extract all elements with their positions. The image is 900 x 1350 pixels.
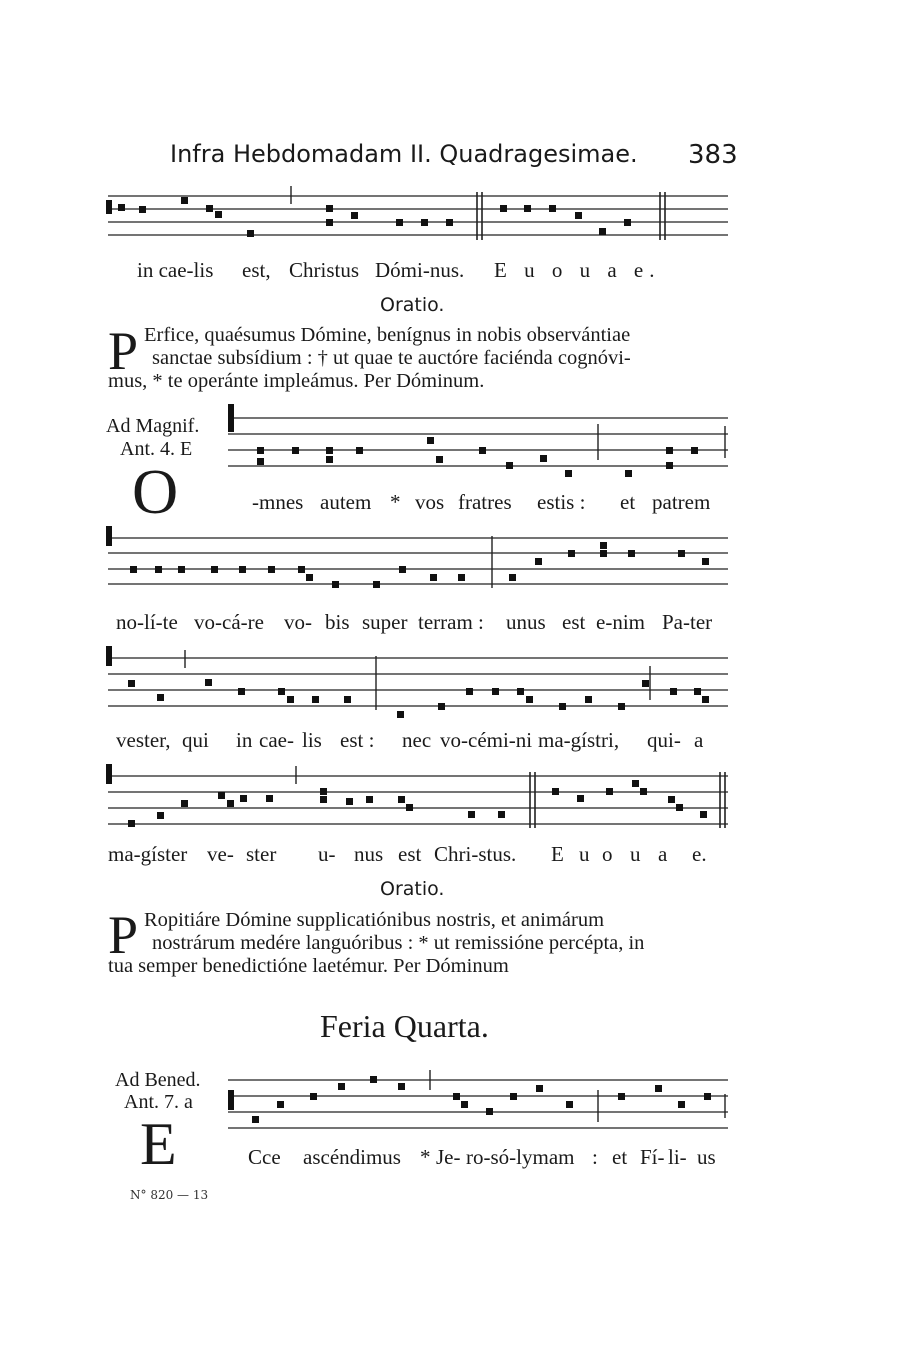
lyric-euouae-e: E: [551, 842, 564, 866]
oratio2-line-3: tua semper benedictióne laetémur. Per Dóminum: [108, 955, 509, 977]
lyric-in-caelis: in cae-lis: [137, 258, 214, 282]
lyric-est-2: est: [562, 610, 586, 634]
lyric-rosolymam: ro-só-lymam: [466, 1145, 575, 1169]
lyric-cae: cae-: [259, 728, 294, 752]
lyric-vocemini: vo-cémi-ni: [440, 728, 533, 752]
lyric-qui-2: qui-: [647, 728, 681, 752]
lyric-unus: unus: [506, 610, 546, 634]
lyric-omnes: -mnes: [252, 490, 304, 514]
oratio2-line-2: nostrárum medére languóribus : * ut remissióne percépta, in: [152, 932, 645, 954]
lyric-asterisk-2: *: [420, 1145, 431, 1169]
antiphon-label-bened: Ad Bened.: [115, 1069, 201, 1091]
oratio1-line-3: mus, * te operánte impleámus. Per Dóminum.: [108, 370, 485, 392]
lyric-lis: lis: [302, 728, 322, 752]
oratio1-line-2: sanctae subsídium : † ut quae te auctóre faciénda cognóvi-: [152, 347, 631, 369]
oratio2-line-1: Ropitiáre Dómine supplicatiónibus nostris, et animárum: [144, 909, 605, 931]
page-number: 383: [688, 140, 738, 170]
lyric-patrem: patrem: [652, 490, 711, 514]
lyric-est-4: est: [398, 842, 422, 866]
lyric-christus-2: Chri-stus.: [434, 842, 517, 866]
lyric-terram: terram :: [418, 610, 484, 634]
lyric-us: us: [697, 1145, 716, 1169]
lyric-pater: Pa-ter: [662, 610, 713, 634]
lyric-bis: bis: [325, 610, 350, 634]
lyric-nus: nus: [354, 842, 384, 866]
antiphon-label-magnif: Ad Magnif.: [106, 415, 200, 437]
oratio-heading-1: Oratio.: [380, 294, 445, 316]
lyric-enim: e-nim: [596, 610, 645, 634]
lyric-christus: Christus: [289, 258, 360, 282]
lyric-autem: autem: [320, 490, 372, 514]
lyric-asterisk: *: [390, 490, 401, 514]
antiphon-mode-magnif: Ant. 4. E: [120, 438, 193, 460]
section-title-feria-quarta: Feria Quarta.: [320, 1008, 489, 1044]
lyric-euouae: E u o u a e.: [494, 258, 661, 282]
lyric-fi: Fí-: [640, 1145, 665, 1169]
lyric-vocare: vo-cá-re: [194, 610, 264, 634]
lyric-euouae-u2: u: [630, 842, 641, 866]
lyric-nec: nec: [402, 728, 432, 752]
lyric-vo: vo-: [284, 610, 312, 634]
lyric-euouae-u: u: [579, 842, 590, 866]
dropcap-p-1: P: [108, 321, 139, 381]
lyric-colon: :: [592, 1145, 598, 1169]
lyric-in: in: [236, 728, 253, 752]
lyric-vos: vos: [415, 490, 445, 514]
lyric-est-3: est :: [340, 728, 375, 752]
lyric-qui: qui: [182, 728, 209, 752]
lyric-je: Je-: [436, 1145, 461, 1169]
lyric-est: est,: [242, 258, 271, 282]
oratio1-line-1: Erfice, quaésumus Dómine, benígnus in nobis observántiae: [144, 324, 631, 346]
lyric-magistri: ma-gístri,: [538, 728, 620, 752]
lyric-u: u-: [318, 842, 336, 866]
lyric-nolite: no-lí-te: [116, 610, 178, 634]
initial-o: O: [132, 456, 179, 527]
lyric-euouae-e2: e.: [692, 842, 707, 866]
lyric-a: a: [694, 728, 704, 752]
lyric-super: super: [362, 610, 408, 634]
lyric-ascendimus: ascéndimus: [303, 1145, 401, 1169]
lyric-ecce: Cce: [248, 1145, 281, 1169]
antiphon-mode-bened: Ant. 7. a: [124, 1091, 193, 1113]
dropcap-p-2: P: [108, 905, 139, 965]
lyric-magister: ma-gíster: [108, 842, 188, 866]
lyric-ve: ve-: [207, 842, 234, 866]
lyric-fratres: fratres: [458, 490, 512, 514]
lyric-et-2: et: [612, 1145, 628, 1169]
lyric-et: et: [620, 490, 636, 514]
lyric-euouae-o: o: [602, 842, 613, 866]
lyric-ster: ster: [246, 842, 277, 866]
lyric-li: li-: [668, 1145, 687, 1169]
initial-e: E: [140, 1111, 177, 1177]
printer-signature: N° 820 — 13: [130, 1188, 209, 1202]
lyric-estis: estis :: [537, 490, 586, 514]
lyric-euouae-a: a: [658, 842, 668, 866]
oratio-heading-2: Oratio.: [380, 878, 445, 900]
running-header: Infra Hebdomadam II. Quadragesimae.: [170, 140, 638, 168]
lyric-vester: vester,: [116, 728, 171, 752]
lyric-dominus: Dómi-nus.: [375, 258, 465, 282]
